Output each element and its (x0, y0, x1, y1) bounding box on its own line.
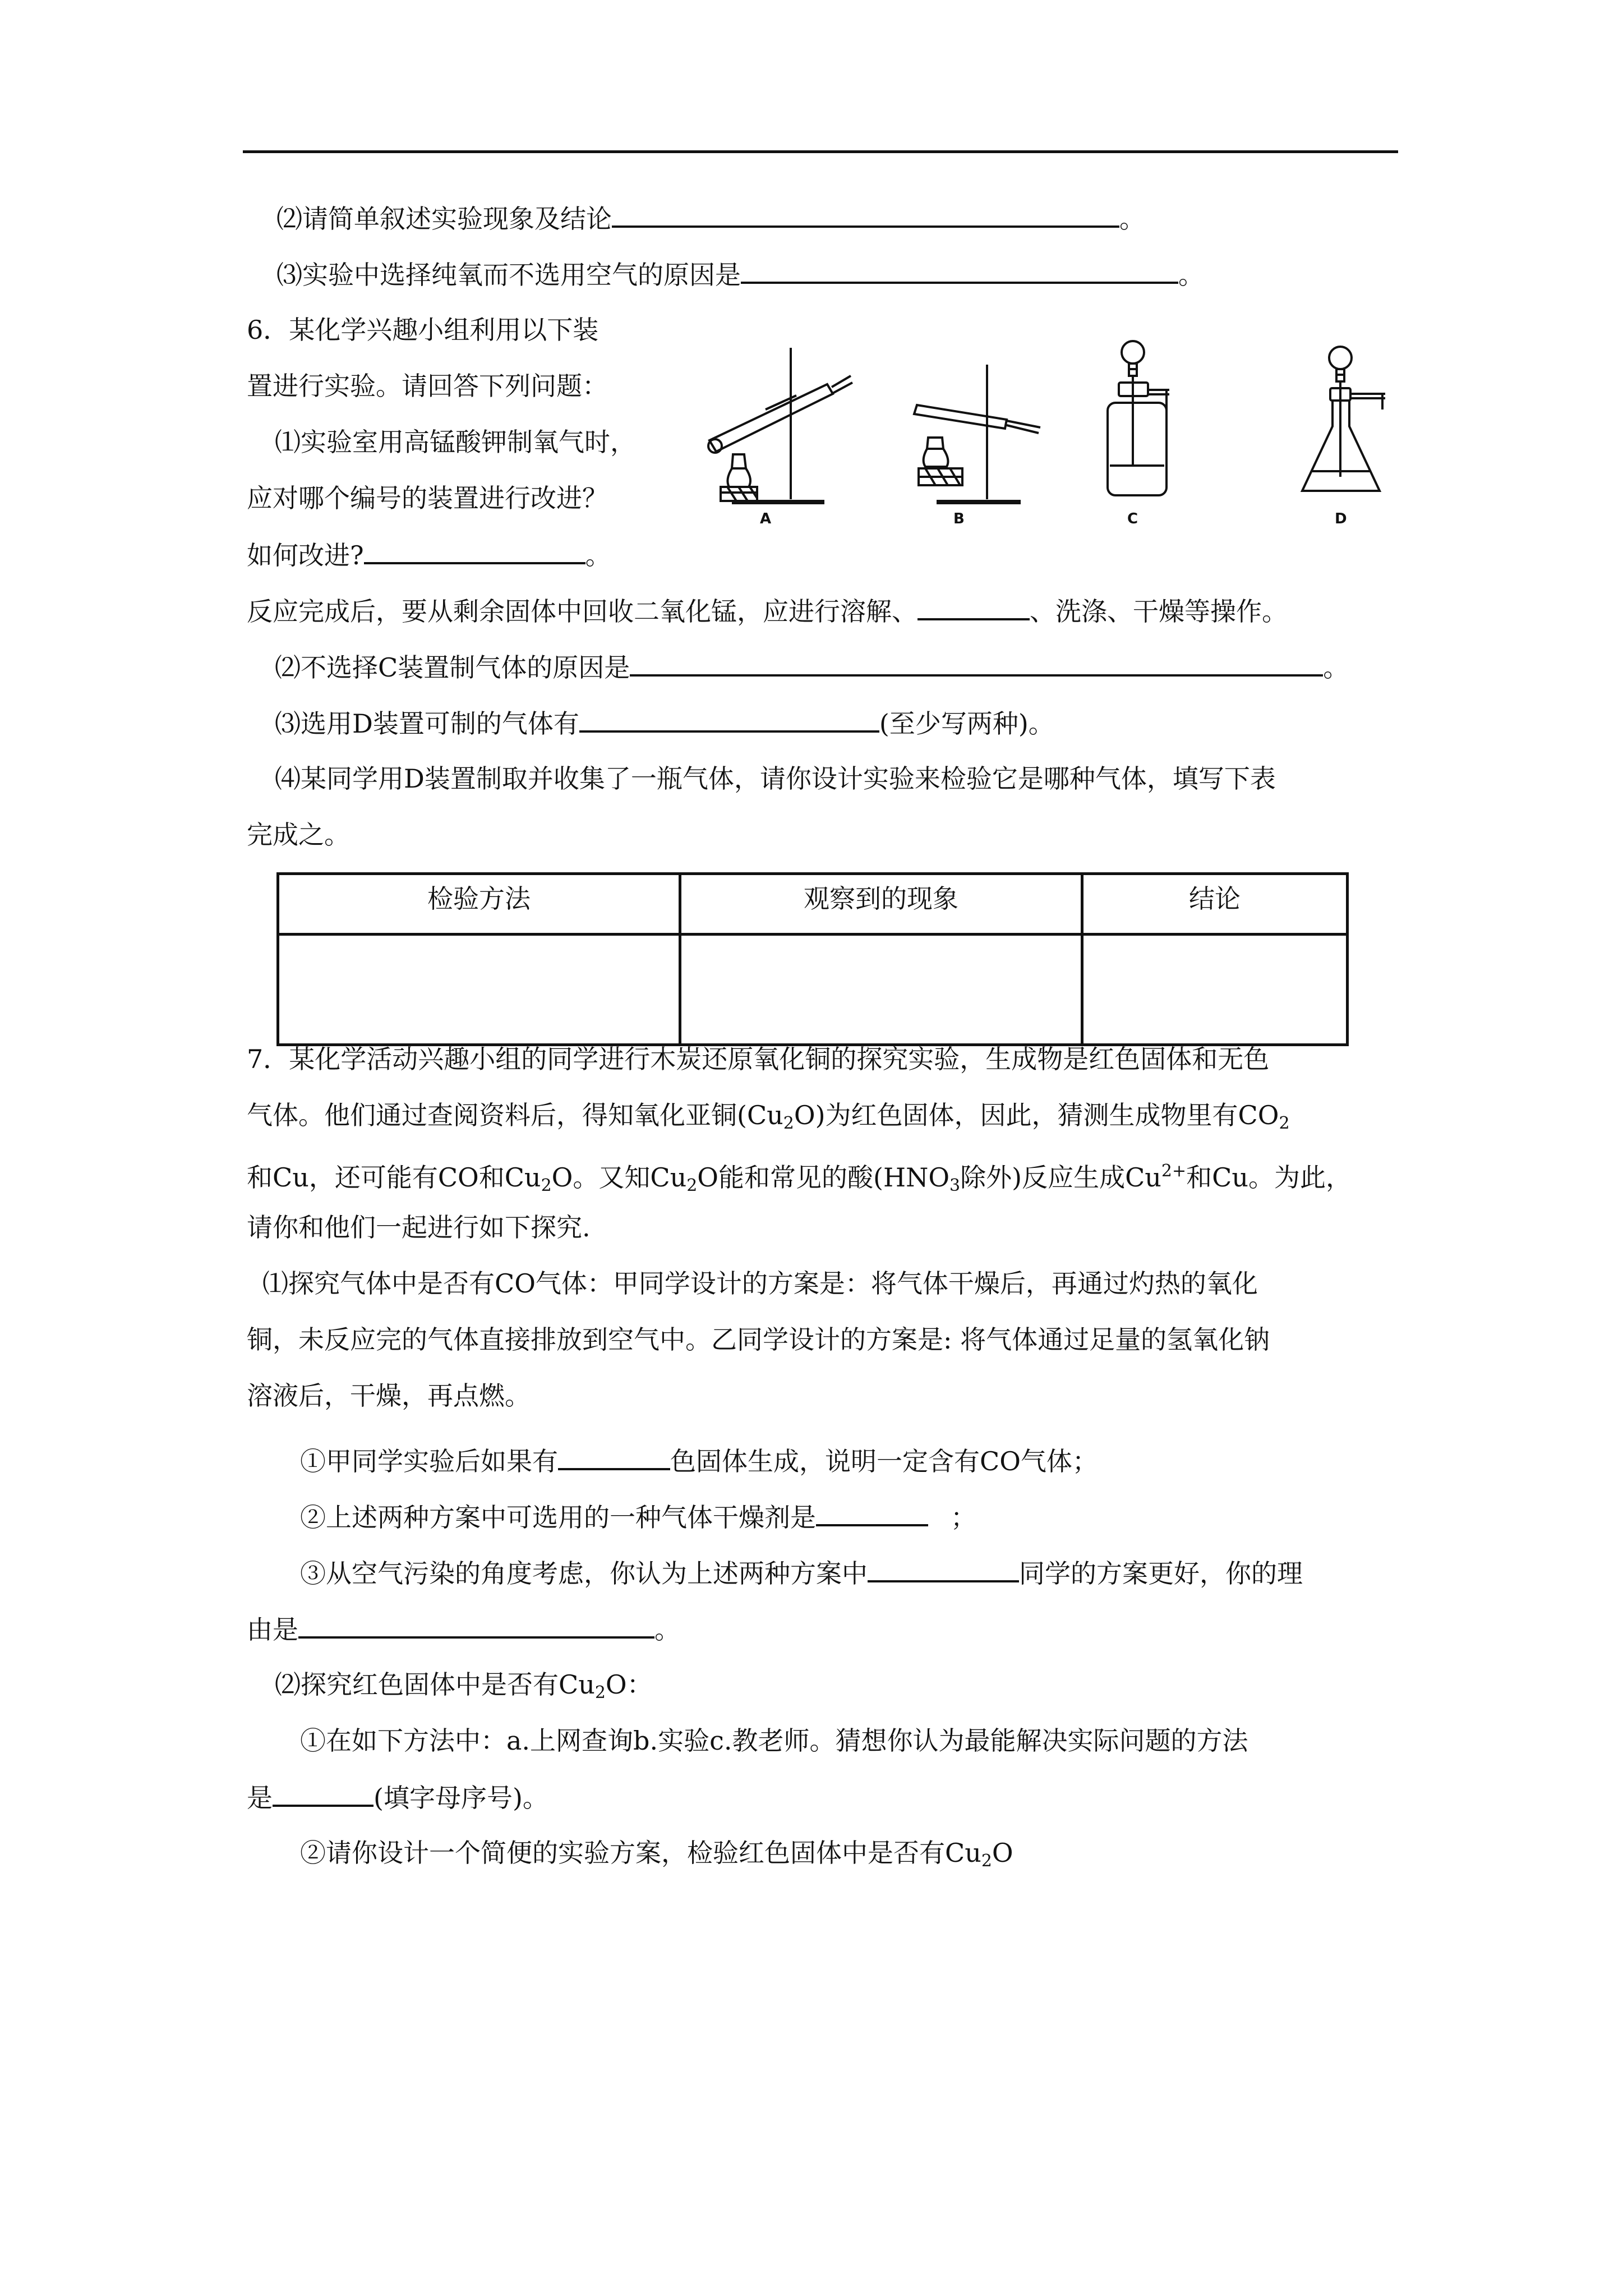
punct: ； (951, 1502, 976, 1533)
punct: 。 (585, 540, 611, 570)
q7-sub2 (300, 1499, 976, 1534)
q7-student-blank[interactable] (868, 1556, 1019, 1582)
q7-method-blank[interactable] (273, 1780, 374, 1807)
q6-part3-tail: (至少写两种)。 (879, 708, 1054, 739)
apparatus-c-label: C (1127, 510, 1138, 527)
q7-line-2 (247, 1098, 1290, 1140)
q6-part1-d (247, 593, 1288, 628)
q5-part3 (276, 257, 1204, 292)
q7-drying-agent-blank[interactable] (816, 1499, 928, 1526)
table-cell-conclusion[interactable] (1082, 935, 1348, 1045)
q6-intro-1: 6．某化学兴趣小组利用以下装 (247, 315, 599, 345)
q7-sub2-text: ②上述两种方案中可选用的一种气体干燥剂是 (300, 1502, 816, 1533)
table-cell-method[interactable] (278, 935, 680, 1045)
q7-sub3 (300, 1556, 1303, 1590)
q6-answer-table (276, 872, 1349, 1046)
q6-part1-d-text: 反应完成后，要从剩余固体中回收二氧化锰，应进行溶解、 (247, 596, 917, 627)
q6-part1-c (247, 537, 611, 572)
subscript: 2 (541, 1176, 552, 1195)
q7-line-4: 请你和他们一起进行如下探究. (247, 1212, 591, 1243)
q7-text: 气体。他们通过查阅资料后，得知氧化亚铜(Cu (247, 1100, 783, 1130)
table-header-row (278, 874, 1348, 935)
q7-text: O： (605, 1669, 653, 1700)
q7-sub1-text: ①甲同学实验后如果有 (300, 1446, 558, 1476)
q7-part1-a: ⑴探究气体中是否有CO气体：甲同学设计的方案是：将气体干燥后，再通过灼热的氧化 (262, 1268, 1258, 1299)
header-rule (243, 150, 1398, 153)
q6-part4-b: 完成之。 (247, 820, 350, 850)
q5-part2 (276, 201, 1145, 236)
apparatus-c-icon (1102, 337, 1186, 505)
punct: 。 (654, 1614, 680, 1645)
table-header-method: 检验方法 (278, 874, 680, 935)
apparatus-b-label: B (953, 510, 965, 527)
q6-part1-c-text: 如何改进? (247, 540, 364, 570)
apparatus-a-icon (698, 342, 861, 510)
q6-improve-blank[interactable] (364, 537, 585, 564)
punct: 。 (1119, 204, 1145, 234)
q7-sub3-reason (247, 1612, 680, 1646)
punct: 。 (1323, 652, 1349, 683)
q7-sub3-text: ③从空气污染的角度考虑，你认为上述两种方案中 (300, 1558, 868, 1589)
subscript: 2 (981, 1851, 992, 1871)
q6-part3-text: ⑶选用D装置可制的气体有 (275, 708, 579, 739)
apparatus-d-icon (1295, 342, 1402, 502)
q7-part2-sub1-a: ①在如下方法中：a.上网查询b.实验c.教老师。猜想你认为最能解决实际问题的方法 (300, 1726, 1248, 1756)
table-cell-phenomenon[interactable] (680, 935, 1082, 1045)
q7-line-1: 7．某化学活动兴趣小组的同学进行木炭还原氧化铜的探究实验，生成物是红色固体和无色 (247, 1044, 1270, 1074)
q6-intro-2: 置进行实验。请回答下列问题： (247, 371, 608, 401)
subscript: 3 (949, 1176, 961, 1195)
q7-part2-sub2 (300, 1836, 1013, 1878)
subscript: 2 (686, 1176, 698, 1195)
superscript: 2+ (1161, 1161, 1187, 1181)
table-row (278, 935, 1348, 1045)
q7-text: 和Cu。为此， (1186, 1162, 1352, 1193)
q7-sub1-tail: 色固体生成，说明一定含有CO气体； (670, 1446, 1098, 1476)
punct: 。 (1178, 260, 1204, 290)
q6-part1-a: ⑴实验室用高锰酸钾制氧气时， (275, 427, 636, 457)
subscript: 2 (594, 1683, 606, 1703)
q7-sub3-tail: 同学的方案更好，你的理 (1019, 1558, 1303, 1589)
apparatus-a-label: A (760, 510, 772, 527)
table-header-phenomenon: 观察到的现象 (680, 874, 1082, 935)
q7-sub1 (300, 1443, 1098, 1478)
table-header-conclusion: 结论 (1082, 874, 1348, 935)
q6-part2 (275, 650, 1349, 684)
q6-part4-a: ⑷某同学用D装置制取并收集了一瓶气体，请你设计实验来检验它是哪种气体，填写下表 (275, 763, 1276, 794)
q6-part3 (275, 706, 1054, 740)
q6-part1-d-tail: 、洗涤、干燥等操作。 (1030, 596, 1288, 627)
q5-part2-text: ⑵请简单叙述实验现象及结论 (276, 204, 612, 234)
q5-part2-blank[interactable] (612, 201, 1119, 228)
q7-part2-text: ⑵探究红色固体中是否有Cu (275, 1669, 595, 1700)
q7-text: 和Cu，还可能有CO和Cu (247, 1162, 541, 1193)
q6-part2-blank[interactable] (630, 650, 1323, 677)
q7-text: O)为红色固体，因此，猜测生成物里有CO (794, 1100, 1279, 1130)
q6-part3-blank[interactable] (579, 706, 879, 733)
q7-reason-text: 由是 (247, 1614, 298, 1645)
q7-text: 是 (247, 1783, 273, 1813)
q7-text: O能和常见的酸(HNO (697, 1162, 950, 1193)
q7-reason-blank[interactable] (298, 1612, 654, 1639)
q7-color-blank[interactable] (558, 1443, 670, 1470)
q7-part2 (275, 1668, 653, 1710)
q7-text: (填字母序号)。 (374, 1783, 548, 1813)
q6-operation-blank[interactable] (917, 593, 1030, 620)
q5-part3-text: ⑶实验中选择纯氧而不选用空气的原因是 (276, 260, 741, 290)
apparatus-b-icon (909, 359, 1049, 510)
q7-part2-sub1-b (247, 1780, 548, 1815)
subscript: 2 (1279, 1114, 1290, 1133)
q7-part1-b: 铜，未反应完的气体直接排放到空气中。乙同学设计的方案是: 将气体通过足量的氢氧化钠 (247, 1324, 1270, 1355)
q6-part2-text: ⑵不选择C装置制气体的原因是 (275, 652, 630, 683)
subscript: 2 (783, 1114, 794, 1133)
q7-text: 除外)反应生成Cu (960, 1162, 1161, 1193)
q7-line-3 (247, 1154, 1352, 1203)
q6-part1-b: 应对哪个编号的装置进行改进？ (247, 483, 608, 513)
q7-text: O。又知Cu (551, 1162, 687, 1193)
q7-text: ②请你设计一个简便的实验方案，检验红色固体中是否有Cu (300, 1838, 981, 1868)
apparatus-d-label: D (1335, 510, 1347, 527)
q5-part3-blank[interactable] (741, 257, 1178, 284)
q7-text: O (992, 1838, 1013, 1868)
q7-part1-c: 溶液后，干燥，再点燃。 (247, 1381, 531, 1411)
